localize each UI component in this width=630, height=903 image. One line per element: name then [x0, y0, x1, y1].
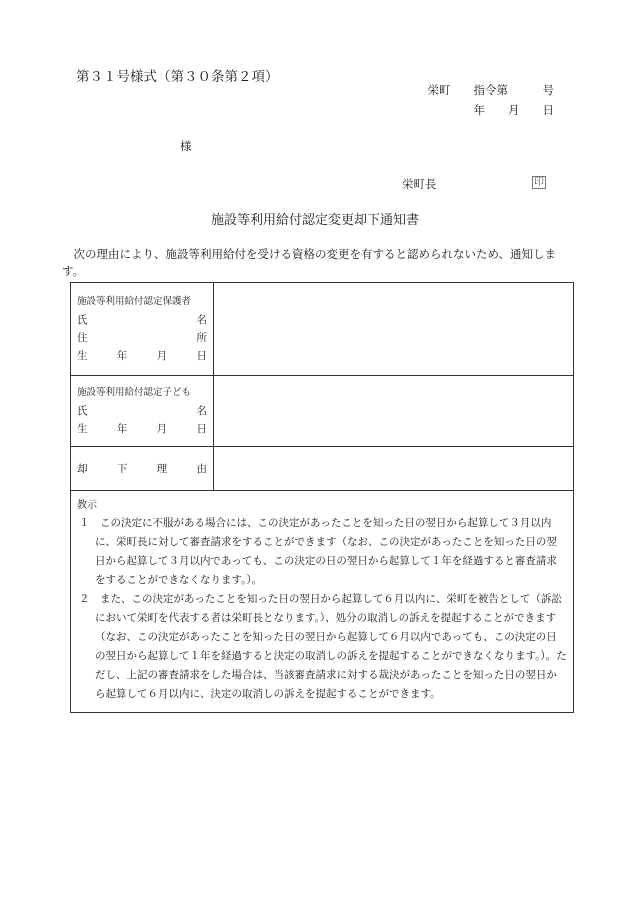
notice-item-1: １ この決定に不服がある場合には、この決定があったことを知った日の翌日から起算して３月以内に、栄町長に対して審査請求をすることができます（なお、この決定があったことを知った日の翌日から起算して３月以内であっても、この決定の日の翌日から起算して１年を経過すると審査請求をすることができなくなります。）。: [79, 517, 557, 586]
guardian-dob-label: 生 年 月 日: [77, 350, 207, 362]
issuer-number-line: 栄町 指令第 号: [427, 83, 554, 97]
addressee-honorific: 様: [180, 139, 192, 153]
notice-form-table: [70, 282, 574, 713]
guardian-label-cell: [71, 283, 214, 376]
guardian-name-label: 氏 名: [77, 314, 207, 326]
date-line: 年 月 日: [473, 103, 554, 117]
notice-item-2: ２ また、この決定があったことを知った日の翌日から起算して６月以内に、栄町を被告として（訴訟において栄町を代表する者は栄町長となります。）、処分の取消しの訴えを提起することができます（なお、この決定があったことを知った日の翌日から起算して６月以内であっても、この決定の日の翌日から起算して１年を経過すると決定の取消しの訴えを提起することができなくなります。）。ただし、上記の審査請求をした場合は、当該審査請求に対する裁決があったことを知った日の翌日から起算して６月以内に、決定の取消しの訴えを提起することができます。: [79, 593, 567, 700]
form-number: 第３１号様式（第３０条第２項）: [76, 69, 279, 85]
child-heading: 施設等利用給付認定子ども: [77, 387, 192, 398]
child-row: [71, 376, 574, 447]
guardian-heading: 施設等利用給付認定保護者: [77, 296, 192, 307]
document-title: 施設等利用給付認定変更却下通知書: [210, 213, 419, 228]
child-name-label: 氏 名: [77, 405, 207, 417]
reason-row: [71, 447, 574, 491]
guardian-value-cell[interactable]: [214, 283, 574, 376]
sender-name: 栄町長: [402, 177, 437, 191]
reason-value-cell[interactable]: [214, 447, 574, 491]
reason-label: 却 下 理 由: [77, 462, 207, 475]
guardian-row: [71, 283, 574, 376]
seal-stamp: 印: [534, 177, 544, 188]
document-body: 次の理由により、施設等利用給付を受ける資格の変更を有すると認められないため、通知します。: [62, 247, 557, 278]
notice-row: [71, 491, 574, 713]
guardian-address-label: 住 所: [77, 332, 207, 344]
notice-cell: [71, 491, 574, 713]
child-dob-label: 生 年 月 日: [77, 423, 207, 435]
reason-label-cell: [71, 447, 214, 491]
child-label-cell: [71, 376, 214, 447]
notice-title: 教示: [77, 500, 97, 511]
child-value-cell[interactable]: [214, 376, 574, 447]
